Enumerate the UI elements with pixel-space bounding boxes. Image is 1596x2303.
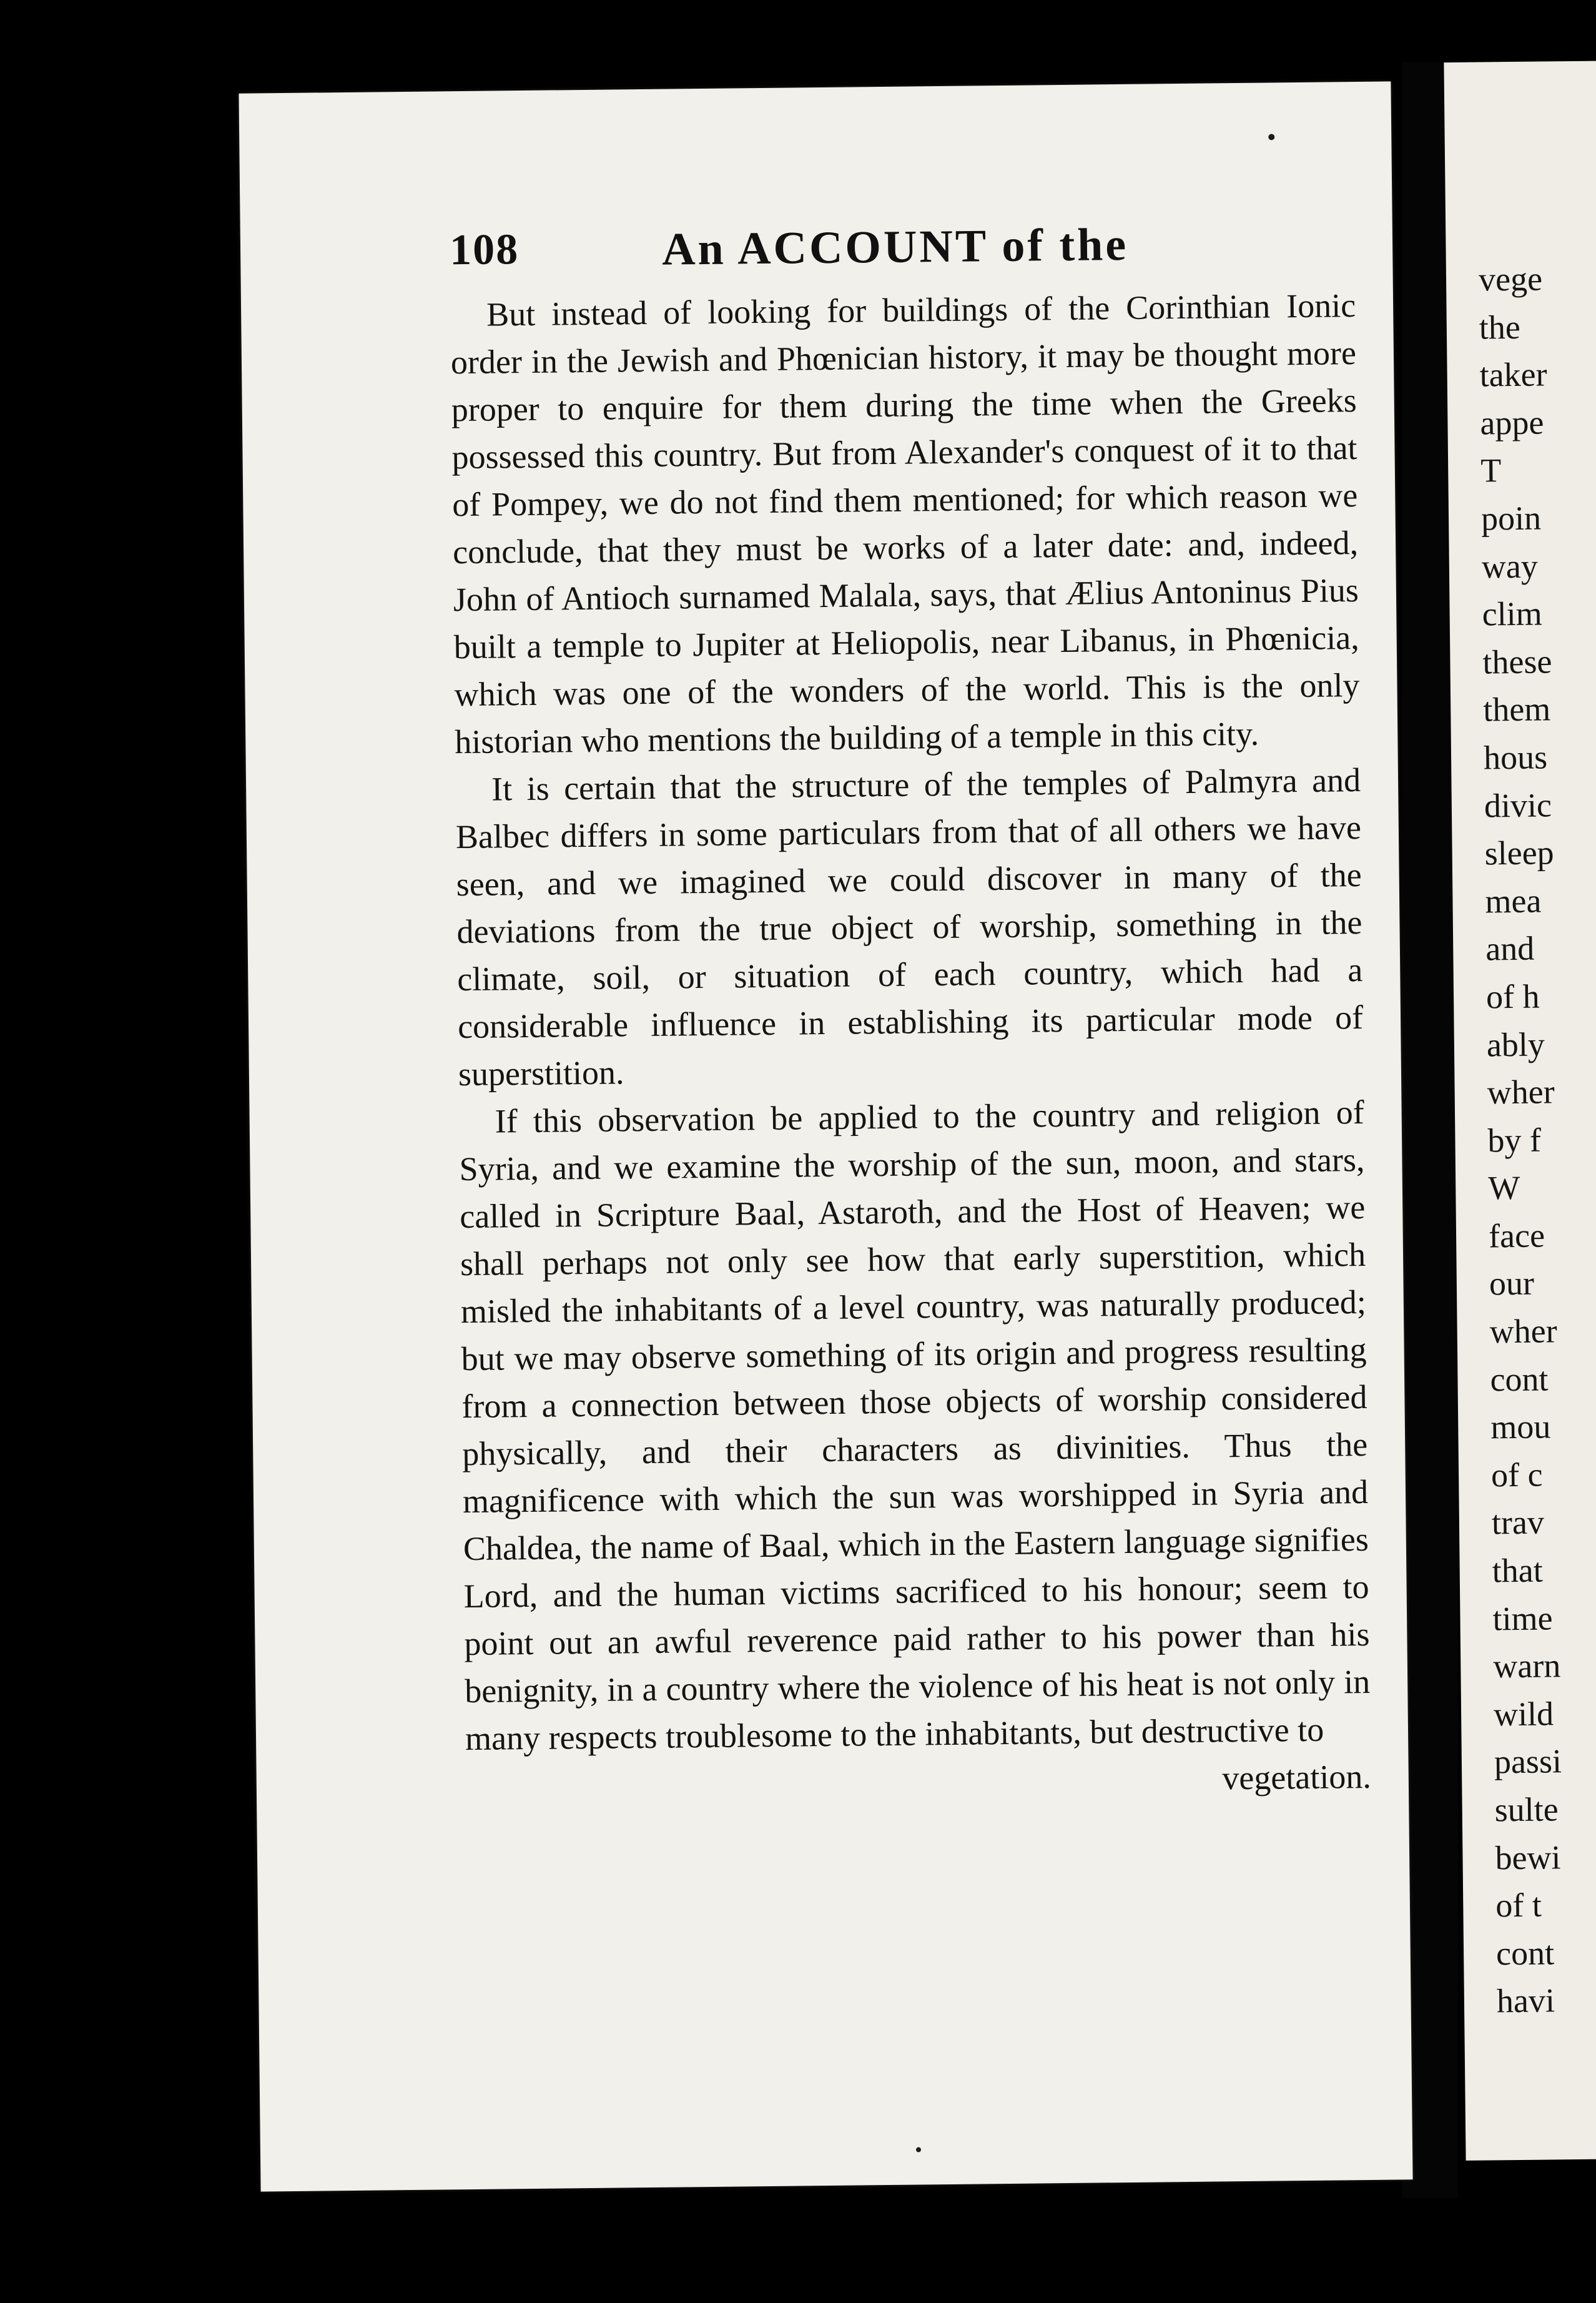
right-page-line: mou [1490, 1408, 1551, 1446]
right-page-line: cont [1495, 1934, 1555, 1973]
right-page-line: W [1487, 1169, 1520, 1207]
right-page-line: of c [1490, 1456, 1543, 1494]
right-page-line: appe [1480, 403, 1544, 442]
right-page-line: passi [1494, 1742, 1562, 1781]
catchword: vegetation. [1222, 1757, 1372, 1797]
right-page-line: trav [1491, 1503, 1545, 1542]
right-page-line: of t [1495, 1886, 1542, 1925]
right-page-line: T [1480, 451, 1502, 490]
right-page-line: way [1481, 547, 1539, 586]
right-page-line: ably [1486, 1025, 1545, 1063]
right-page-line: warn [1492, 1647, 1561, 1685]
left-page [239, 81, 1412, 2191]
right-page-line: bewi [1495, 1838, 1561, 1876]
running-head: An ACCOUNT of the [661, 219, 1129, 275]
right-page-line: wher [1489, 1312, 1557, 1351]
right-page-line: vege [1478, 260, 1543, 298]
paragraph: But instead of looking for buildings of the Corinthian Ionic order in the Jewish and Phœnician history, it may be thought more proper to enquire for them during the time when the Greeks possessed this country. But from Alexander's conquest of it to that of Pompey, we do not find them mentioned; for which reason we conclude, that they must be works of a later date: and, indeed, John of Antioch surnamed Malala, says, that Ælius Antoninus Pius built a temple to Jupiter at Heliopolis, near Libanus, in Phœnicia, which was one of the wonders of the world. This is the only historian who mentions the building of a temple in this city. [450, 287, 1360, 761]
right-page-line: face [1488, 1216, 1545, 1255]
paragraph: It is certain that the structure of the temples of Palmyra and Balbec differs in some particulars from that of all others we have seen, and we imagined we could discover in many of the deviations from the true object of worship, something in the climate, soil, or situation of each country, which had a considerable influence in establishing its particular mode of superstition. [455, 761, 1364, 1093]
right-page-line: these [1482, 643, 1552, 681]
body-text [450, 282, 1372, 1797]
right-page-line: our [1489, 1265, 1535, 1303]
right-page-line: divic [1484, 786, 1552, 825]
right-page [1444, 61, 1596, 2161]
right-page-line: time [1492, 1599, 1553, 1638]
right-page-line: sulte [1494, 1790, 1559, 1829]
right-page-line: clim [1482, 594, 1542, 633]
right-page-line: havi [1496, 1981, 1555, 2020]
page-number: 108 [449, 225, 520, 275]
right-page-line: sleep [1484, 834, 1554, 872]
right-page-line: mea [1485, 882, 1542, 920]
right-page-line: the [1479, 308, 1521, 347]
right-page-line: taker [1479, 355, 1547, 394]
right-page-line: that [1492, 1551, 1543, 1590]
right-page-line: hous [1483, 738, 1548, 777]
ink-speck [916, 2147, 921, 2152]
right-page-line: poin [1480, 499, 1542, 538]
right-page-line: them [1482, 690, 1551, 729]
right-page-line: wild [1493, 1695, 1554, 1733]
ink-speck [1268, 134, 1274, 140]
right-page-line: and [1485, 929, 1535, 968]
right-page-line: by f [1487, 1121, 1542, 1160]
right-page-text [1479, 254, 1596, 2025]
right-page-line: cont [1490, 1360, 1549, 1399]
right-page-line: wher [1487, 1073, 1555, 1112]
paragraph: If this observation be applied to the country and religion of Syria, and we examine the worship of the sun, moon, and stars, called in Scripture Baal, Astaroth, and the Host of Heaven; we shall perhaps not only see how that early superstition, which misled the inhabitants of a level country, was naturally produced; but we may observe something of its origin and progress resulting from a connection between those objects of worship considered physically, and their characters as divinities. Thus the magnificence with which the sun was worshipped in Syria and Chaldea, the name of Baal, which in the Eastern language signifies Lord, and the human victims sacrificed to his honour; seem to point out an awful reverence paid rather to his power than his benignity, in a country where the violence of his heat is not only in many respects troublesome to the inhabitants, but destructive to [459, 1093, 1371, 1758]
right-page-line: of h [1485, 977, 1540, 1016]
